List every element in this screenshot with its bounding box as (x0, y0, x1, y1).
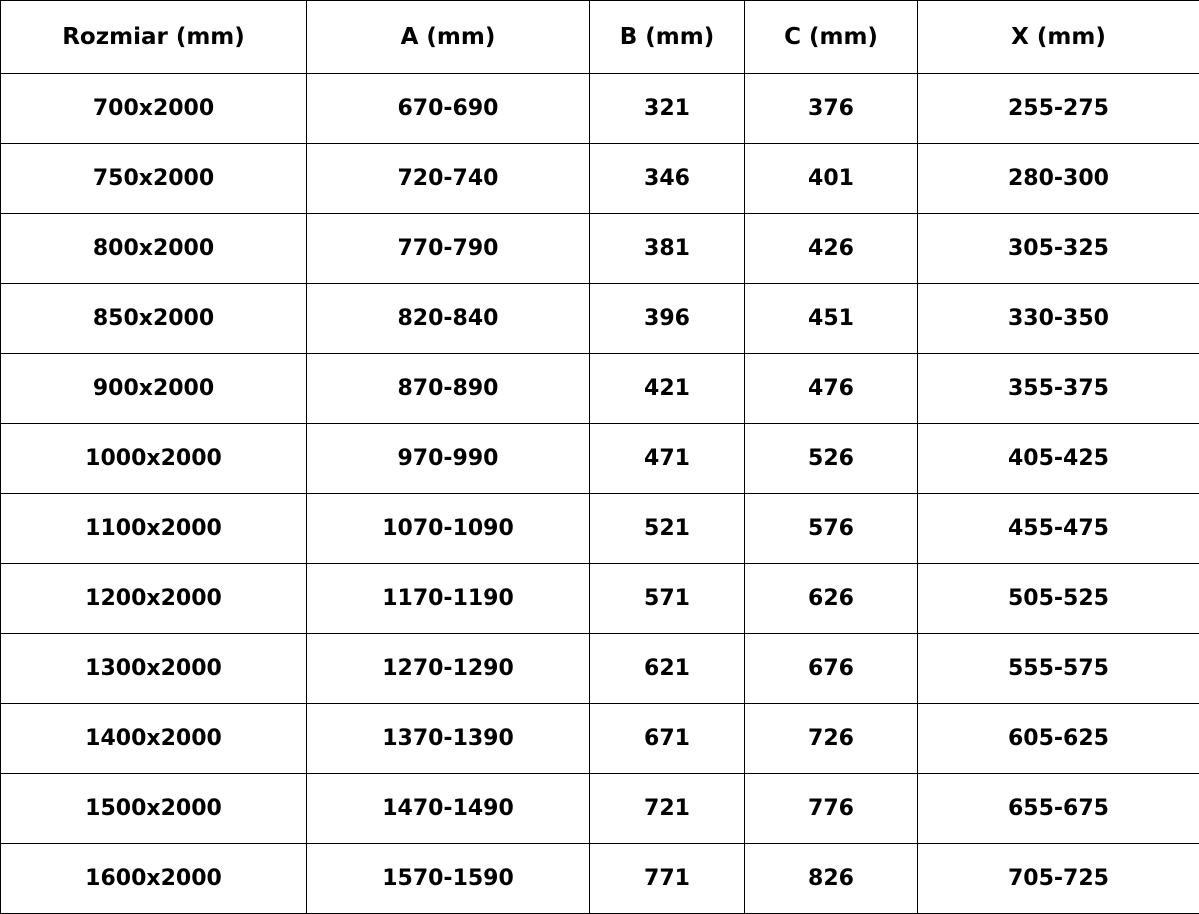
table-row (1, 774, 1199, 844)
table-row (1, 564, 1199, 634)
cell-c: 476 (745, 354, 918, 424)
cell-b: 771 (590, 844, 745, 914)
table-row (1, 704, 1199, 774)
table-row (1, 354, 1199, 424)
cell-a: 1070-1090 (307, 494, 590, 564)
cell-a: 770-790 (307, 214, 590, 284)
cell-c: 451 (745, 284, 918, 354)
column-header-a: A (mm) (307, 1, 590, 74)
cell-c: 826 (745, 844, 918, 914)
cell-c: 576 (745, 494, 918, 564)
column-header-x: X (mm) (918, 1, 1199, 74)
column-header-b: B (mm) (590, 1, 745, 74)
table-row (1, 494, 1199, 564)
cell-b: 621 (590, 634, 745, 704)
cell-a: 720-740 (307, 144, 590, 214)
cell-a: 670-690 (307, 74, 590, 144)
table-body (1, 74, 1199, 914)
cell-size: 800x2000 (1, 214, 307, 284)
cell-x: 355-375 (918, 354, 1199, 424)
cell-b: 721 (590, 774, 745, 844)
table-row (1, 844, 1199, 914)
cell-a: 870-890 (307, 354, 590, 424)
table-row (1, 424, 1199, 494)
cell-size: 1200x2000 (1, 564, 307, 634)
cell-a: 1270-1290 (307, 634, 590, 704)
cell-c: 526 (745, 424, 918, 494)
column-header-rozmiar: Rozmiar (mm) (1, 1, 307, 74)
cell-c: 376 (745, 74, 918, 144)
cell-c: 626 (745, 564, 918, 634)
cell-c: 426 (745, 214, 918, 284)
cell-c: 726 (745, 704, 918, 774)
cell-x: 330-350 (918, 284, 1199, 354)
cell-size: 750x2000 (1, 144, 307, 214)
table-row (1, 284, 1199, 354)
cell-x: 705-725 (918, 844, 1199, 914)
cell-b: 421 (590, 354, 745, 424)
column-header-c: C (mm) (745, 1, 918, 74)
cell-size: 1000x2000 (1, 424, 307, 494)
cell-x: 255-275 (918, 74, 1199, 144)
cell-x: 455-475 (918, 494, 1199, 564)
cell-x: 305-325 (918, 214, 1199, 284)
cell-a: 970-990 (307, 424, 590, 494)
cell-size: 1300x2000 (1, 634, 307, 704)
cell-size: 1100x2000 (1, 494, 307, 564)
table-row (1, 634, 1199, 704)
cell-x: 655-675 (918, 774, 1199, 844)
cell-size: 700x2000 (1, 74, 307, 144)
cell-c: 676 (745, 634, 918, 704)
cell-b: 381 (590, 214, 745, 284)
cell-size: 900x2000 (1, 354, 307, 424)
cell-x: 605-625 (918, 704, 1199, 774)
cell-b: 396 (590, 284, 745, 354)
cell-b: 321 (590, 74, 745, 144)
cell-a: 1470-1490 (307, 774, 590, 844)
table-header-row (1, 1, 1199, 74)
cell-size: 850x2000 (1, 284, 307, 354)
cell-c: 776 (745, 774, 918, 844)
cell-size: 1600x2000 (1, 844, 307, 914)
cell-b: 571 (590, 564, 745, 634)
cell-x: 555-575 (918, 634, 1199, 704)
table-row (1, 74, 1199, 144)
cell-x: 405-425 (918, 424, 1199, 494)
cell-x: 505-525 (918, 564, 1199, 634)
cell-a: 1370-1390 (307, 704, 590, 774)
cell-b: 521 (590, 494, 745, 564)
cell-a: 1570-1590 (307, 844, 590, 914)
cell-size: 1400x2000 (1, 704, 307, 774)
table-row (1, 144, 1199, 214)
table-row (1, 214, 1199, 284)
cell-a: 820-840 (307, 284, 590, 354)
cell-b: 471 (590, 424, 745, 494)
cell-size: 1500x2000 (1, 774, 307, 844)
cell-c: 401 (745, 144, 918, 214)
cell-a: 1170-1190 (307, 564, 590, 634)
cell-b: 671 (590, 704, 745, 774)
cell-b: 346 (590, 144, 745, 214)
cell-x: 280-300 (918, 144, 1199, 214)
